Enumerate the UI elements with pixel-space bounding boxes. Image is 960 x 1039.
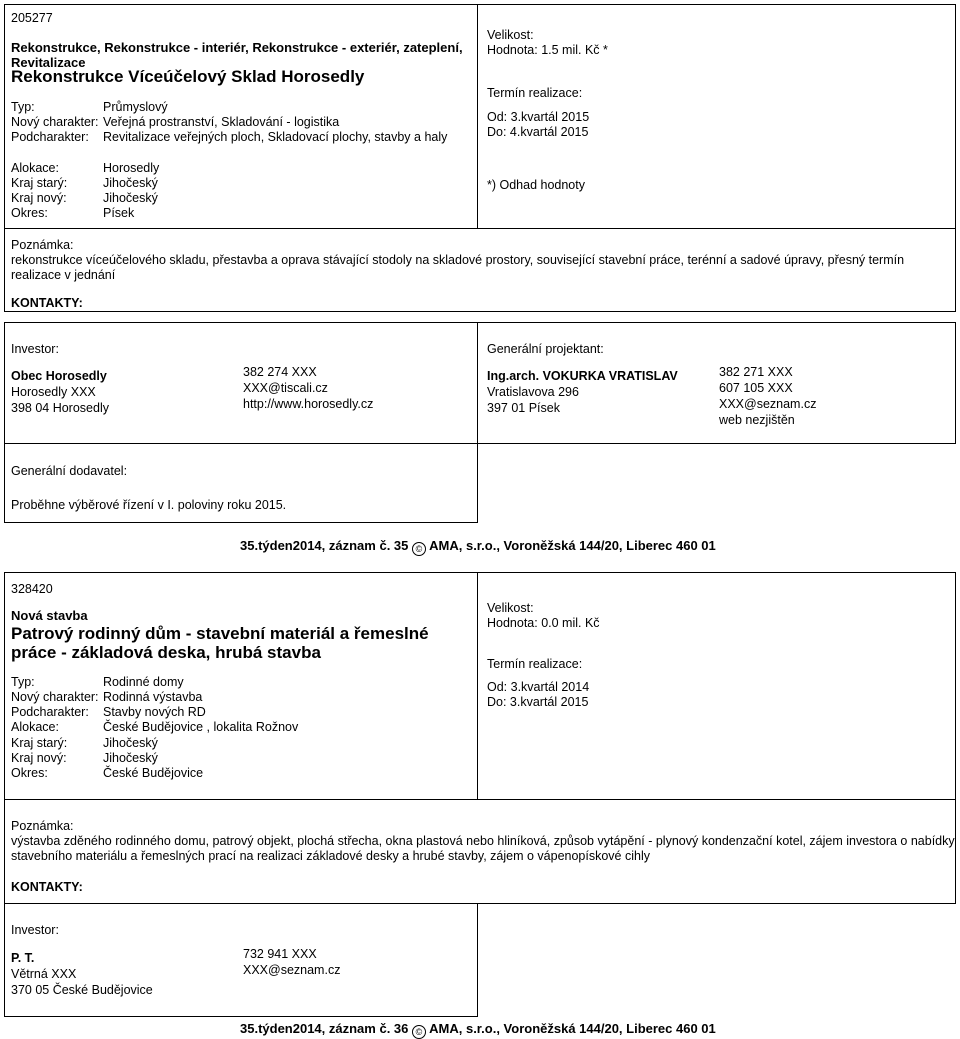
- rec1-investor-name: Obec Horosedly: [11, 369, 107, 383]
- rec2-size-value: Hodnota: 0.0 mil. Kč: [487, 616, 600, 630]
- rec1-id: 205277: [11, 11, 53, 25]
- field-label: Typ:: [11, 675, 35, 689]
- rec2-id: 328420: [11, 582, 53, 596]
- rec1-designer-phone1: 382 271 XXX: [719, 365, 793, 379]
- rec2-contacts-label: KONTAKTY:: [11, 880, 83, 894]
- field-value: České Budějovice: [103, 766, 204, 780]
- field-label: Nový charakter:: [11, 115, 99, 129]
- field-label: Okres:: [11, 206, 48, 220]
- field-label: Alokace:: [11, 161, 59, 175]
- field-label: Podcharakter:: [11, 130, 89, 144]
- rec1-size-label: Velikost:: [487, 28, 534, 42]
- rec1-designer-addr2: 397 01 Písek: [487, 401, 560, 415]
- footer-company: AMA, s.r.o., Voroněžská 144/20, Liberec 460 01: [429, 1021, 716, 1036]
- rec2-size-label: Velikost:: [487, 601, 534, 615]
- rec1-contractor-label: Generální dodavatel:: [11, 464, 128, 478]
- field-label: Podcharakter:: [11, 705, 89, 719]
- footer-company: AMA, s.r.o., Voroněžská 144/20, Liberec 460 01: [429, 538, 716, 553]
- rec1-size-value: Hodnota: 1.5 mil. Kč *: [487, 43, 608, 57]
- field-value: Jihočeský: [103, 176, 158, 190]
- field-value: Jihočeský: [103, 751, 158, 765]
- field-value: Revitalizace veřejných ploch, Skladovací plochy, stavby a haly: [103, 130, 448, 144]
- rec1-term-to: Do: 4.kvartál 2015: [487, 125, 589, 139]
- rec1-note-label: Poznámka:: [11, 238, 74, 252]
- rec1-contacts-label: KONTAKTY:: [11, 296, 83, 310]
- rec1-designer-phone2: 607 105 XXX: [719, 381, 793, 395]
- footer-record: 35.týden2014, záznam č. 35: [240, 538, 409, 553]
- rec2-title-line1: Patrový rodinný dům - stavební materiál a řemeslné: [11, 624, 429, 643]
- field-value: Horosedly: [103, 161, 160, 175]
- field-label: Kraj nový:: [11, 751, 67, 765]
- rec1-footer: [240, 538, 716, 556]
- rec1-contractor-text: Proběhne výběrové řízení v I. poloviny roku 2015.: [11, 498, 287, 512]
- rec1-note-text: rekonstrukce víceúčelového skladu, přestavba a oprava stávající stodoly na skladové prostory, související stavební práce, terénní a sadové úpravy, přesný termín realizace v jednání: [11, 253, 905, 282]
- field-value: Rodinné domy: [103, 675, 184, 689]
- field-label: Typ:: [11, 100, 35, 114]
- rec2-investor-name: P. T.: [11, 951, 35, 965]
- field-value: Jihočeský: [103, 736, 158, 750]
- rec1-title: Rekonstrukce Víceúčelový Sklad Horosedly: [11, 67, 365, 86]
- copyright-icon: ©: [412, 542, 426, 556]
- rec2-investor-box: [4, 903, 478, 1017]
- field-label: Alokace:: [11, 720, 59, 734]
- field-value: Písek: [103, 206, 135, 220]
- rec1-term-from: Od: 3.kvartál 2015: [487, 110, 590, 124]
- field-value: České Budějovice , lokalita Rožnov: [103, 720, 299, 734]
- field-value: Stavby nových RD: [103, 705, 206, 719]
- rec1-term-label: Termín realizace:: [487, 86, 583, 100]
- field-label: Nový charakter:: [11, 690, 99, 704]
- field-label: Kraj starý:: [11, 736, 68, 750]
- rec1-designer-addr1: Vratislavova 296: [487, 385, 579, 399]
- rec2-header-box: [4, 572, 478, 800]
- rec2-footer: [240, 1021, 716, 1039]
- field-value: Rodinná výstavba: [103, 690, 203, 704]
- footer-record: 35.týden2014, záznam č. 36: [240, 1021, 409, 1036]
- rec1-investor-phone: 382 274 XXX: [243, 365, 317, 379]
- rec2-term-label: Termín realizace:: [487, 657, 583, 671]
- rec1-investor-label: Investor:: [11, 342, 59, 356]
- rec2-categories: Nová stavba: [11, 608, 88, 623]
- field-value: Průmyslový: [103, 100, 168, 114]
- rec2-term-from: Od: 3.kvartál 2014: [487, 680, 590, 694]
- rec1-investor-email[interactable]: XXX@tiscali.cz: [243, 381, 328, 395]
- rec2-note-text: výstavba zděného rodinného domu, patrový objekt, plochá střecha, okna plastová nebo hliníková, způsob vytápění - plynový kondenzační kotel, zájem investora o nabídky stavebního materiálu a řemeslných prací na realizaci základové desky a hrubé stavby, zájem o vápenopískové cihly: [11, 834, 955, 863]
- rec1-investor-addr1: Horosedly XXX: [11, 385, 96, 399]
- rec1-investor-addr2: 398 04 Horosedly: [11, 401, 109, 415]
- field-value: Veřejná prostranství, Skladování - logistika: [103, 115, 340, 129]
- field-label: Okres:: [11, 766, 48, 780]
- rec1-designer-label: Generální projektant:: [487, 342, 604, 356]
- rec2-investor-label: Investor:: [11, 923, 59, 937]
- rec2-investor-addr2: 370 05 České Budějovice: [11, 983, 153, 997]
- copyright-icon: ©: [412, 1025, 426, 1039]
- rec2-investor-email[interactable]: XXX@seznam.cz: [243, 963, 341, 977]
- rec1-designer-name: Ing.arch. VOKURKA VRATISLAV: [487, 369, 678, 383]
- rec2-term-to: Do: 3.kvartál 2015: [487, 695, 589, 709]
- rec2-investor-addr1: Větrná XXX: [11, 967, 77, 981]
- field-label: Kraj starý:: [11, 176, 68, 190]
- field-value: Jihočeský: [103, 191, 158, 205]
- rec2-investor-phone: 732 941 XXX: [243, 947, 317, 961]
- rec1-categories: Rekonstrukce, Rekonstrukce - interiér, Rekonstrukce - exteriér, zateplení, Revitalizace: [11, 40, 463, 70]
- rec2-note-label: Poznámka:: [11, 819, 74, 833]
- rec1-designer-email[interactable]: XXX@seznam.cz: [719, 397, 817, 411]
- rec1-investor-web[interactable]: http://www.horosedly.cz: [243, 397, 374, 411]
- rec1-estimate-note: *) Odhad hodnoty: [487, 178, 585, 192]
- field-label: Kraj nový:: [11, 191, 67, 205]
- rec2-title-line2: práce - základová deska, hrubá stavba: [11, 643, 321, 662]
- rec1-designer-web: web nezjištěn: [719, 413, 795, 427]
